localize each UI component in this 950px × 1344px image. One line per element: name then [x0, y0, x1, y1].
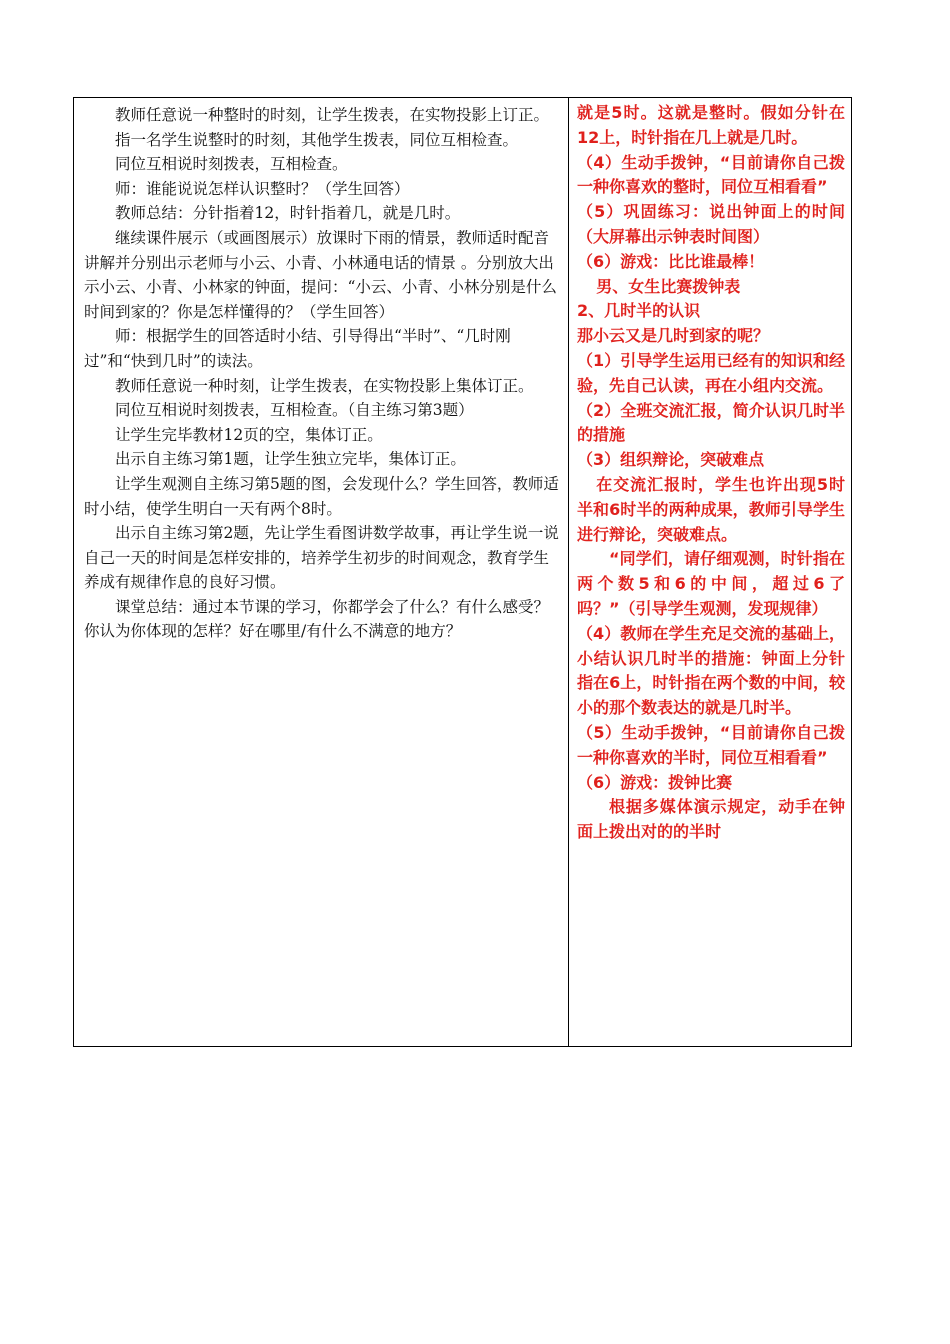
right-paragraph: （1）引导学生运用已经有的知识和经验，先自己认读，再在小组内交流。 [577, 350, 845, 395]
right-paragraph: （5）巩固练习：说出钟面上的时间（大屏幕出示钟表时间图） [577, 202, 845, 246]
right-paragraph: （4）教师在学生充足交流的基础上，小结认识几时半的措施：钟面上分针指在6上，时针指在两个数的中间，较小的那个数表达的就是几时半。 [577, 623, 845, 718]
right-paragraph: （2）全班交流汇报，简介认识几时半的措施 [577, 400, 845, 445]
left-paragraph: 出示自主练习第1题，让学生独立完毕，集体订正。 [115, 450, 466, 469]
left-paragraph: 同位互相说时刻拨表，互相检查。（自主练习第3题） [115, 401, 474, 420]
right-paragraph: 那小云又是几时到家的呢？ [577, 326, 770, 346]
right-paragraph: （5）生动手拨钟，“目前请你自己拨一种你喜欢的半时，同位互相看看” [577, 722, 845, 767]
right-paragraph: （3）组织辩论，突破难点 [577, 450, 765, 470]
left-paragraph: 师：谁能说说怎样认识整时？（学生回答） [115, 179, 410, 198]
lesson-table [73, 97, 852, 1047]
right-paragraph: “同学们，请仔细观测，时针指在两个数5和6的中间，超过6了吗？”（引导学生观测，发现规律） [577, 549, 845, 618]
right-paragraph: （6）游戏：拨钟比赛 [577, 772, 733, 792]
right-paragraph: 在交流汇报时，学生也许出现5时半和6时半的两种成果，教师引导学生进行辩论，突破难点。 [577, 474, 845, 544]
right-paragraph: 就是5时。这就是整时。假如分针在12上，时针指在几上就是几时。 [577, 103, 845, 147]
left-paragraph: 教师任意说一种整时的时刻，让学生拨表，在实物投影上订正。 [115, 106, 550, 124]
left-paragraph: 课堂总结：通过本节课的学习，你都学会了什么？有什么感受？你认为你体现的怎样？好在哪里/有什么不满意的地方？ [84, 597, 550, 641]
left-column [74, 98, 569, 1046]
right-paragraph: 根据多媒体演示规定，动手在钟面上拨出对的的半时 [577, 797, 845, 842]
left-paragraph: 教师总结：分针指着12，时针指着几，就是几时。 [115, 204, 461, 223]
left-paragraph: 让学生完毕教材12页的空，集体订正。 [115, 425, 383, 444]
right-column [569, 98, 851, 1046]
section-heading: 2、几时半的认识 [577, 301, 701, 321]
right-paragraph: （6）游戏：比比谁最棒！ [577, 251, 765, 271]
right-paragraph: 男、女生比赛拨钟表 [596, 276, 741, 296]
left-paragraph: 让学生观测自主练习第5题的图，会发现什么？学生回答，教师适时小结，使学生明白一天有两个8时。 [84, 474, 559, 518]
left-paragraph: 教师任意说一种时刻，让学生拨表，在实物投影上集体订正。 [115, 376, 534, 395]
right-paragraph: （4）生动手拨钟，“目前请你自己拨一种你喜欢的整时，同位互相看看” [577, 152, 845, 197]
left-paragraph: 出示自主练习第2题，先让学生看图讲数学故事，再让学生说一说自己一天的时间是怎样安排的，培养学生初步的时间观念，教育学生养成有规律作息的良好习惯。 [84, 524, 559, 592]
left-paragraph: 指一名学生说整时的时刻，其他学生拨表，同位互相检查。 [115, 130, 519, 149]
left-paragraph: 师：根据学生的回答适时小结、引导得出“半时”、“几时刚过”和“快到几时”的读法。 [84, 327, 511, 370]
left-paragraph: 继续课件展示（或画图展示）放课时下雨的情景，教师适时配音讲解并分别出示老师与小云、小青、小林通电话的情景 。分别放大出示小云、小青、小林家的钟面，提问：“小云、小青、小林分别是什么时间到家的？你是怎样懂得的？（学生回答） [84, 228, 557, 321]
left-paragraph: 同位互相说时刻拨表，互相检查。 [115, 155, 348, 174]
